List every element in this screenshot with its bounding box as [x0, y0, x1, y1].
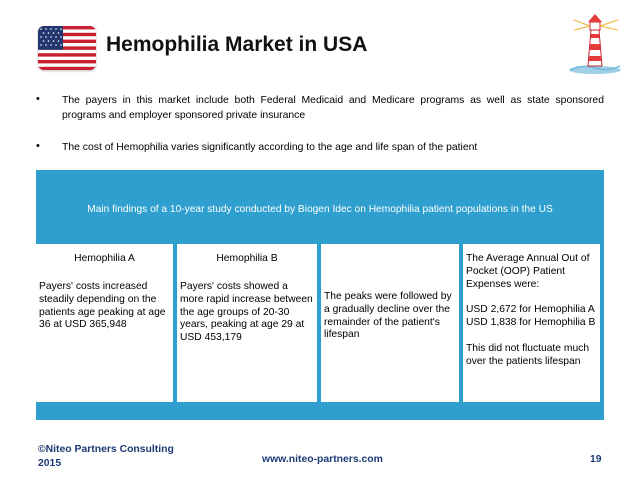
column-text: This did not fluctuate much over the patients lifespan [466, 342, 590, 367]
findings-column-lifespan [321, 244, 459, 402]
column-text: The peaks were followed by a gradually decline over the remainder of the patient's lifespan [324, 291, 452, 341]
findings-column-oop-expenses [463, 244, 600, 402]
bullet-dot-icon: • [36, 140, 40, 152]
findings-heading: Main findings of a 10-year study conducted by Biogen Idec on Hemophilia patient populations in the US [87, 204, 553, 215]
bullet-item [36, 94, 604, 123]
oop-line-b: USD 1,838 for Hemophilia B [466, 317, 596, 329]
usa-flag-icon [38, 26, 96, 70]
bullet-dot-icon: • [36, 93, 40, 105]
column-header: The Average Annual Out of Pocket (OOP) Patient Expenses were: [466, 253, 590, 290]
copyright-year: 2015 [38, 458, 62, 469]
bullet-text: The payers in this market include both Federal Medicaid and Medicare programs as well as state sponsored programs and employer sponsored private insurance [62, 95, 604, 121]
copyright-line: ©Niteo Partners Consulting [38, 444, 174, 455]
page-number: 19 [590, 454, 602, 465]
page-title: Hemophilia Market in USA [106, 33, 368, 56]
website-link[interactable]: www.niteo-partners.com [262, 454, 383, 465]
lighthouse-logo-icon [566, 4, 624, 76]
bullet-item [36, 141, 604, 156]
findings-grid [36, 244, 604, 402]
column-header: Hemophilia B [216, 253, 278, 264]
bullet-text: The cost of Hemophilia varies significantly according to the age and life span of the patient [62, 142, 478, 153]
column-header [324, 253, 456, 291]
copyright [38, 443, 174, 471]
oop-line-a: USD 2,672 for Hemophilia A [466, 304, 595, 316]
findings-column-hemophilia-b [177, 244, 317, 402]
bullet-list [36, 94, 604, 174]
findings-column-hemophilia-a [36, 244, 173, 402]
column-header: Hemophilia A [74, 253, 135, 264]
column-text: Payers' costs increased steadily depending on the patients age peaking at age 36 at USD 365,948 [39, 281, 166, 331]
column-text: Payers' costs showed a more rapid increase between the age groups of 20-30 years, peaking at age 29 at USD 453,179 [180, 281, 313, 344]
